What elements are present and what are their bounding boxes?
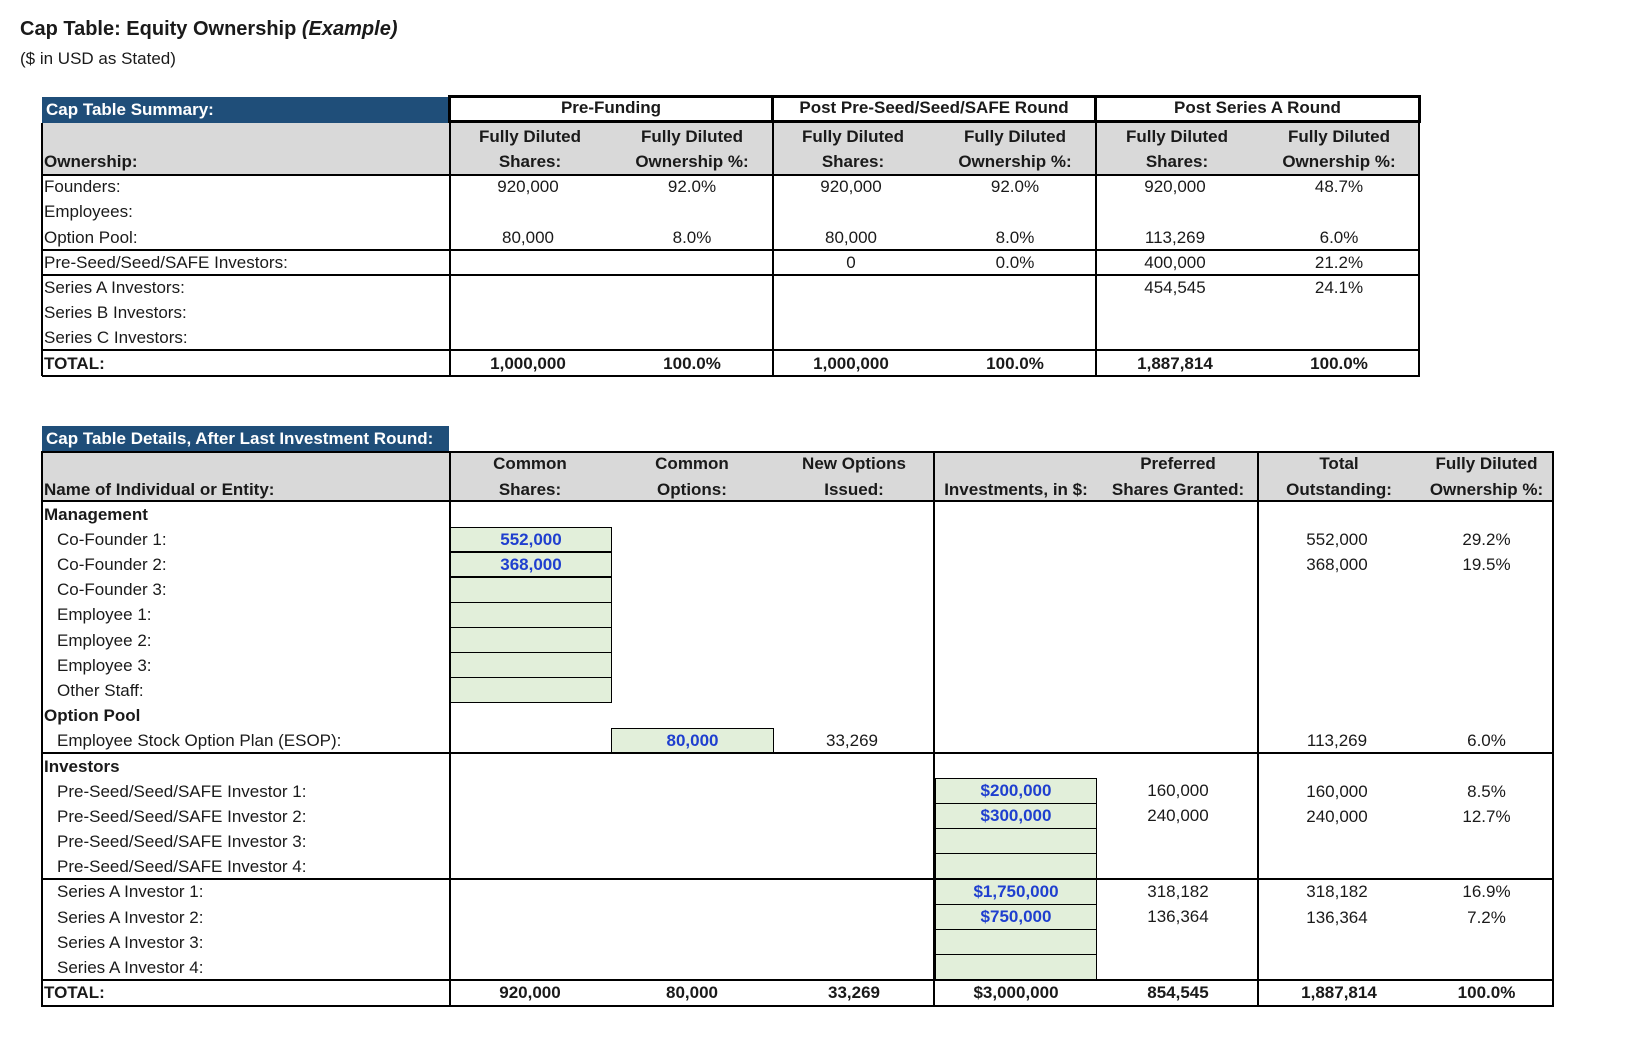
- col-investments: Investments, in $:: [944, 480, 1088, 499]
- cell: 80,000: [502, 228, 554, 247]
- col-fd-shares-2: Fully Diluted: [802, 127, 904, 146]
- cell: 1,000,000: [490, 354, 566, 373]
- grid-line: [42, 174, 1420, 176]
- cell: 80,000: [825, 228, 877, 247]
- grid-line: [42, 274, 1420, 276]
- row-label: Pre-Seed/Seed/SAFE Investors:: [44, 253, 288, 272]
- summary-header: Cap Table Summary:: [42, 97, 449, 123]
- col-common-shares: Common: [493, 454, 567, 473]
- cell: 80,000: [666, 983, 718, 1002]
- common-options-input[interactable]: 80,000: [611, 728, 774, 753]
- common-shares-input[interactable]: [450, 627, 612, 653]
- cell: 368,000: [1306, 555, 1368, 574]
- row-label: Pre-Seed/Seed/SAFE Investor 3:: [57, 832, 307, 851]
- section-investors: Investors: [44, 757, 120, 776]
- grid-line: [42, 375, 1420, 377]
- section-option-pool: Option Pool: [44, 706, 141, 725]
- page-title: Cap Table: Equity Ownership (Example): [20, 18, 398, 40]
- cell: 113,269: [1306, 731, 1368, 750]
- row-label: Series A Investor 2:: [57, 908, 204, 927]
- row-label: Pre-Seed/Seed/SAFE Investor 4:: [57, 857, 307, 876]
- col-common-shares-2: Shares:: [498, 480, 562, 499]
- col-fd-pct-1: Fully Diluted: [641, 127, 743, 146]
- cell: 48.7%: [1314, 177, 1364, 196]
- grid-line: [42, 878, 1553, 880]
- cell: 454,545: [1144, 278, 1206, 297]
- cell: 552,000: [1306, 530, 1368, 549]
- common-shares-input[interactable]: [450, 577, 612, 603]
- cell: 854,545: [1147, 983, 1209, 1002]
- cell: 920,000: [1144, 177, 1206, 196]
- col-fd-shares-1: Fully Diluted: [479, 127, 581, 146]
- investment-input[interactable]: $200,000: [935, 778, 1097, 804]
- grid-line: [42, 752, 1553, 754]
- row-label: Employee 2:: [57, 631, 152, 650]
- cell: 1,887,814: [1301, 983, 1377, 1002]
- grid-line: [42, 451, 1553, 453]
- investment-input[interactable]: $300,000: [935, 803, 1097, 829]
- investment-input[interactable]: [935, 828, 1097, 854]
- cell: 29.2%: [1462, 530, 1511, 549]
- col-total-outstanding: Total: [1319, 454, 1359, 473]
- grid-line: [1095, 123, 1097, 376]
- cell: 920,000: [820, 177, 882, 196]
- col-fd-pct-3: Fully Diluted: [1288, 127, 1390, 146]
- row-label: Series A Investors:: [44, 278, 185, 297]
- col-fd-shares-2b: Shares:: [821, 152, 885, 171]
- investment-input[interactable]: $1,750,000: [935, 879, 1097, 905]
- common-shares-input[interactable]: 368,000: [450, 552, 612, 577]
- common-shares-input[interactable]: 552,000: [450, 527, 612, 552]
- col-fd-shares-1b: Shares:: [498, 152, 562, 171]
- round-post-series-a: Post Series A Round: [1094, 95, 1421, 123]
- cell: 8.5%: [1467, 782, 1506, 801]
- cell: 19.5%: [1462, 555, 1511, 574]
- cell: 0.0%: [995, 253, 1035, 272]
- grid-line: [42, 249, 1420, 251]
- cell: 7.2%: [1467, 908, 1506, 927]
- section-management: Management: [44, 505, 148, 524]
- cell: 136,364: [1306, 908, 1368, 927]
- grid-line: [449, 123, 451, 376]
- name-col-header: Name of Individual or Entity:: [44, 480, 275, 499]
- cell: 24.1%: [1314, 278, 1364, 297]
- row-label: Founders:: [44, 177, 121, 196]
- cell: 33,269: [828, 983, 880, 1002]
- grid-line: [1552, 451, 1554, 1007]
- cell: 16.9%: [1462, 882, 1511, 901]
- cell: 6.0%: [1467, 731, 1506, 750]
- cell: 1,000,000: [813, 354, 889, 373]
- common-shares-input[interactable]: [450, 652, 612, 678]
- row-label: Co-Founder 1:: [57, 530, 167, 549]
- col-fd-pct-3b: Ownership %:: [1282, 152, 1396, 171]
- col-new-options: New Options: [802, 454, 906, 473]
- ownership-label: Ownership:: [44, 152, 138, 171]
- col-preferred: Preferred: [1140, 454, 1216, 473]
- col-new-options-2: Issued:: [824, 480, 884, 499]
- round-pre-funding: Pre-Funding: [448, 95, 774, 123]
- cell: 92.0%: [990, 177, 1040, 196]
- cell: 100.0%: [986, 354, 1044, 373]
- cell: 21.2%: [1314, 253, 1364, 272]
- col-preferred-2: Shares Granted:: [1111, 480, 1245, 499]
- col-fd-ownership-2: Ownership %:: [1429, 480, 1544, 499]
- cell: 318,182: [1147, 882, 1209, 901]
- cell: 92.0%: [667, 177, 717, 196]
- grid-line: [1257, 451, 1259, 1007]
- details-header: Cap Table Details, After Last Investment Round:: [42, 426, 449, 452]
- row-label: Co-Founder 3:: [57, 580, 167, 599]
- cell: 240,000: [1147, 806, 1209, 825]
- col-fd-ownership: Fully Diluted: [1435, 454, 1538, 473]
- row-label: Series C Investors:: [44, 328, 188, 347]
- row-label: Other Staff:: [57, 681, 144, 700]
- grid-line: [772, 123, 774, 376]
- cell: 100.0%: [1457, 983, 1516, 1002]
- cell: 920,000: [497, 177, 559, 196]
- col-common-options-2: Options:: [657, 480, 727, 499]
- round-post-seed: Post Pre-Seed/Seed/SAFE Round: [771, 95, 1097, 123]
- page-subtitle: ($ in USD as Stated): [20, 49, 176, 68]
- cell: 160,000: [1147, 781, 1209, 800]
- col-fd-pct-1b: Ownership %:: [635, 152, 749, 171]
- grid-line: [41, 451, 43, 1007]
- cell: 0: [846, 253, 856, 272]
- investment-input[interactable]: [935, 929, 1097, 955]
- col-fd-shares-3b: Shares:: [1145, 152, 1209, 171]
- grid-line: [42, 349, 1420, 351]
- cell: 400,000: [1144, 253, 1206, 272]
- cell: 100.0%: [663, 354, 721, 373]
- row-label: TOTAL:: [44, 354, 105, 373]
- cell: 12.7%: [1462, 807, 1511, 826]
- cell: 136,364: [1147, 907, 1209, 926]
- grid-line: [41, 123, 43, 376]
- col-fd-pct-2: Fully Diluted: [964, 127, 1066, 146]
- col-total-outstanding-2: Outstanding:: [1286, 480, 1392, 499]
- row-label: Series A Investor 3:: [57, 933, 204, 952]
- cell: 1,887,814: [1137, 354, 1213, 373]
- row-label: Pre-Seed/Seed/SAFE Investor 2:: [57, 807, 307, 826]
- cell: 240,000: [1306, 807, 1368, 826]
- cell: 100.0%: [1310, 354, 1368, 373]
- row-label: Option Pool:: [44, 228, 138, 247]
- cell: $3,000,000: [973, 983, 1059, 1002]
- common-shares-input[interactable]: [450, 602, 612, 628]
- cell: 160,000: [1306, 782, 1368, 801]
- col-fd-pct-2b: Ownership %:: [958, 152, 1072, 171]
- grid-line: [42, 979, 1553, 981]
- cell: 8.0%: [672, 228, 712, 247]
- col-fd-shares-3: Fully Diluted: [1126, 127, 1228, 146]
- grid-line: [933, 451, 935, 1007]
- col-common-options: Common: [655, 454, 729, 473]
- grid-line: [42, 500, 1553, 502]
- cell: 8.0%: [995, 228, 1035, 247]
- grid-line: [449, 451, 451, 1007]
- row-label: Series B Investors:: [44, 303, 187, 322]
- common-shares-input[interactable]: [450, 677, 612, 703]
- investment-input[interactable]: [935, 853, 1097, 879]
- cell: 6.0%: [1319, 228, 1359, 247]
- investment-input[interactable]: [935, 954, 1097, 980]
- grid-line: [42, 1005, 1553, 1007]
- row-label: Co-Founder 2:: [57, 555, 167, 574]
- row-label: Employee 1:: [57, 605, 152, 624]
- cell: 920,000: [499, 983, 561, 1002]
- row-label: Employee 3:: [57, 656, 152, 675]
- cell: 113,269: [1144, 228, 1206, 247]
- row-label: Pre-Seed/Seed/SAFE Investor 1:: [57, 782, 307, 801]
- investment-input[interactable]: $750,000: [935, 904, 1097, 930]
- cell: 33,269: [826, 731, 878, 750]
- row-label: Employees:: [44, 202, 133, 221]
- row-label: Series A Investor 1:: [57, 882, 204, 901]
- row-label: Employee Stock Option Plan (ESOP):: [57, 731, 342, 750]
- row-label: TOTAL:: [44, 983, 105, 1002]
- grid-line: [1418, 123, 1420, 376]
- cell: 318,182: [1306, 882, 1368, 901]
- row-label: Series A Investor 4:: [57, 958, 204, 977]
